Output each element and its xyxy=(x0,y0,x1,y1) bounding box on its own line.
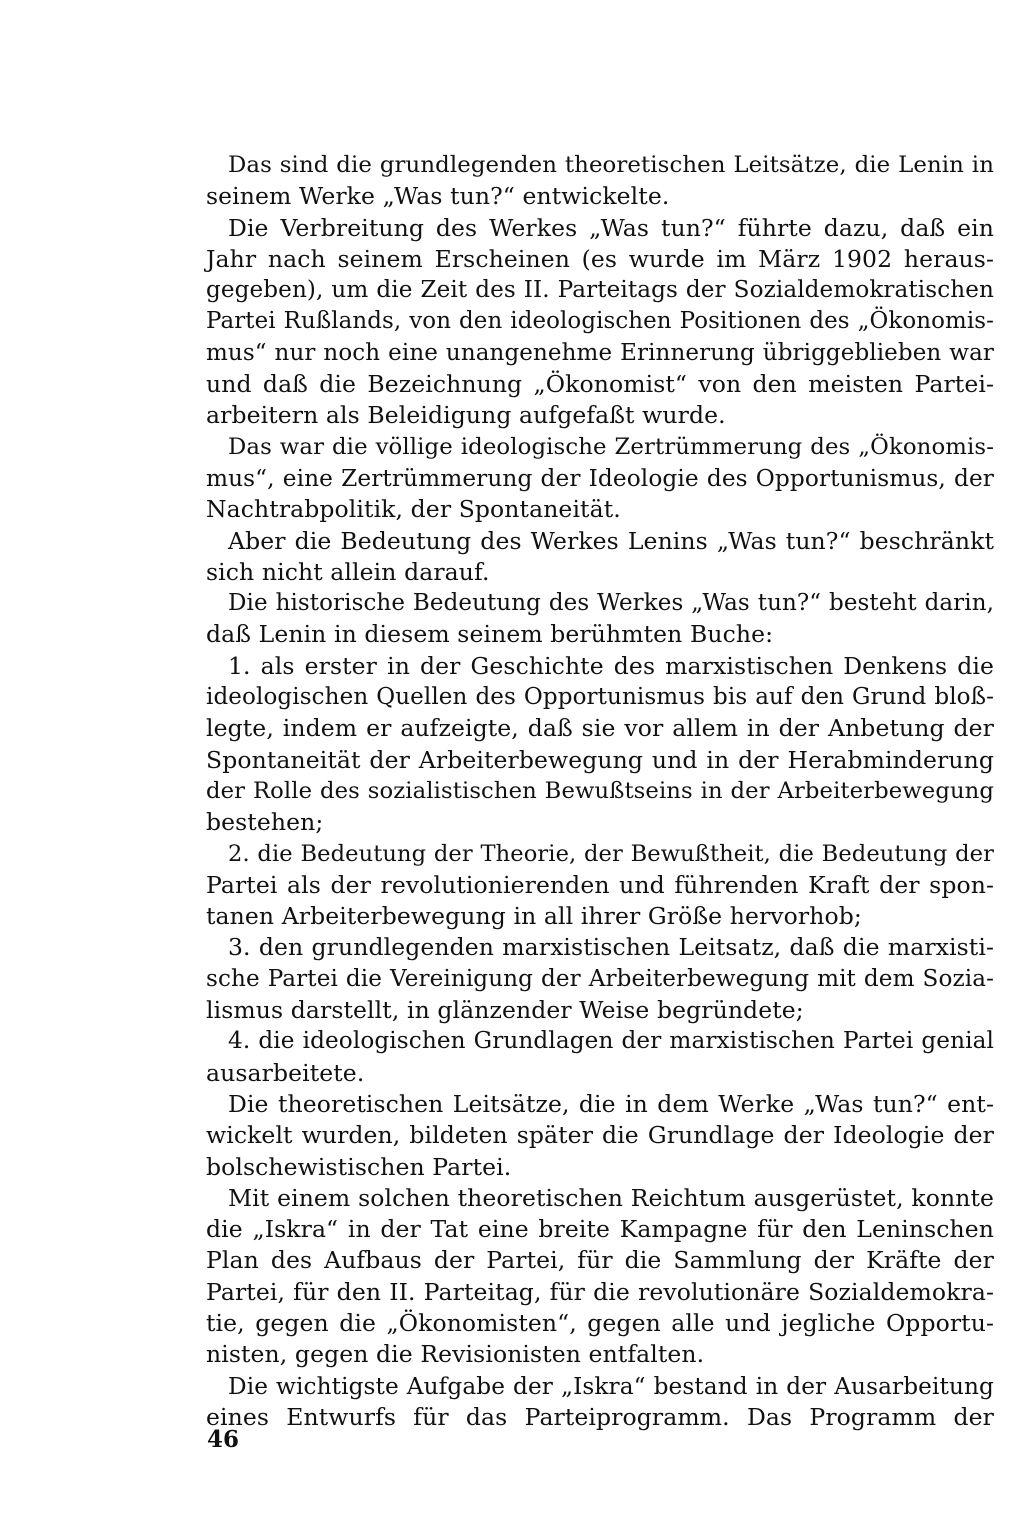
text-line: 3. den grundlegenden marxistischen Leitsatz, daß die marxisti- xyxy=(228,933,994,962)
text-line: Partei als der revolutionierenden und führenden Kraft der spon- xyxy=(206,870,994,899)
text-line: eines Entwurfs für das Parteiprogramm. Das Programm der xyxy=(206,1402,994,1431)
text-line: legte, indem er aufzeigte, daß sie vor allem in der Anbetung der xyxy=(206,714,994,743)
text-line: tie, gegen die „Ökonomisten“, gegen alle und jegliche Opportu- xyxy=(206,1308,994,1337)
text-line: die „Iskra“ in der Tat eine breite Kampagne für den Leninschen xyxy=(206,1215,994,1244)
text-line: ideologischen Quellen des Opportunismus bis auf den Grund bloß- xyxy=(206,684,994,711)
text-line: Das war die völlige ideologische Zertrümmerung des „Ökonomis- xyxy=(228,433,994,460)
text-line: Die theoretischen Leitsätze, die in dem Werke „Was tun?“ ent- xyxy=(228,1089,994,1118)
text-line: daß Lenin in diesem seinem berühmten Buche: xyxy=(206,620,774,649)
text-line: Partei, für den II. Parteitag, für die revolutionäre Sozialdemokra- xyxy=(206,1277,994,1306)
text-line: und daß die Bezeichnung „Ökonomist“ von den meisten Partei- xyxy=(206,370,994,399)
text-line: 1. als erster in der Geschichte des marxistischen Denkens die xyxy=(228,651,994,680)
text-line: Die Verbreitung des Werkes „Was tun?“ führte dazu, daß ein xyxy=(228,213,994,242)
text-line: Spontaneität der Arbeiterbewegung und in der Herabminderung xyxy=(206,745,994,774)
text-line: 4. die ideologischen Grundlagen der marxistischen Partei genial xyxy=(228,1028,994,1055)
text-line: arbeitern als Beleidigung aufgefaßt wurde. xyxy=(206,401,726,430)
text-line: bestehen; xyxy=(206,808,324,837)
text-line: der Rolle des sozialistischen Bewußtseins in der Arbeiterbewegung xyxy=(206,777,994,804)
text-line: seinem Werke „Was tun?“ entwickelte. xyxy=(206,182,670,211)
text-line: Die historische Bedeutung des Werkes „Was tun?“ besteht darin, xyxy=(228,590,994,617)
text-line: nisten, gegen die Revisionisten entfalten. xyxy=(206,1340,705,1369)
text-line: lismus darstellt, in glänzender Weise begründete; xyxy=(206,996,804,1025)
text-line: sche Partei die Vereinigung der Arbeiterbewegung mit dem Sozia- xyxy=(206,965,994,992)
text-line: 2. die Bedeutung der Theorie, der Bewußtheit, die Bedeutung der xyxy=(228,840,994,867)
text-line: Das sind die grundlegenden theoretischen Leitsätze, die Lenin in xyxy=(228,152,994,178)
text-line: Partei Rußlands, von den ideologischen Positionen des „Ökonomis- xyxy=(206,308,994,335)
text-line: tanen Arbeiterbewegung in all ihrer Größe hervorhob; xyxy=(206,902,862,931)
text-line: gegeben), um die Zeit des II. Parteitags der Sozialdemokratischen xyxy=(206,277,994,304)
text-line: wickelt wurden, bildeten später die Grundlage der Ideologie der xyxy=(206,1121,994,1150)
text-line: Aber die Bedeutung des Werkes Lenins „Was tun?“ beschränkt xyxy=(228,526,994,555)
text-line: Die wichtigste Aufgabe der „Iskra“ bestand in der Ausarbeitung xyxy=(228,1372,994,1400)
text-line: sich nicht allein darauf. xyxy=(206,557,490,586)
text-line: Jahr nach seinem Erscheinen (es wurde im März 1902 heraus- xyxy=(206,244,994,273)
text-line: Plan des Aufbaus der Partei, für die Sammlung der Kräfte der xyxy=(206,1246,994,1275)
text-line: Nachtrabpolitik, der Spontaneität. xyxy=(206,495,621,524)
text-line: ausarbeitete. xyxy=(206,1058,365,1087)
body-text xyxy=(206,150,994,1433)
text-line: mus“ nur noch eine unangenehme Erinnerung übriggeblieben war xyxy=(206,339,994,366)
page-number: 46 xyxy=(207,1426,240,1453)
text-line: Mit einem solchen theoretischen Reichtum ausgerüstet, konnte xyxy=(228,1183,994,1212)
text-line: bolschewistischen Partei. xyxy=(206,1152,512,1181)
text-line: mus“, eine Zertrümmerung der Ideologie des Opportunismus, der xyxy=(206,464,994,492)
